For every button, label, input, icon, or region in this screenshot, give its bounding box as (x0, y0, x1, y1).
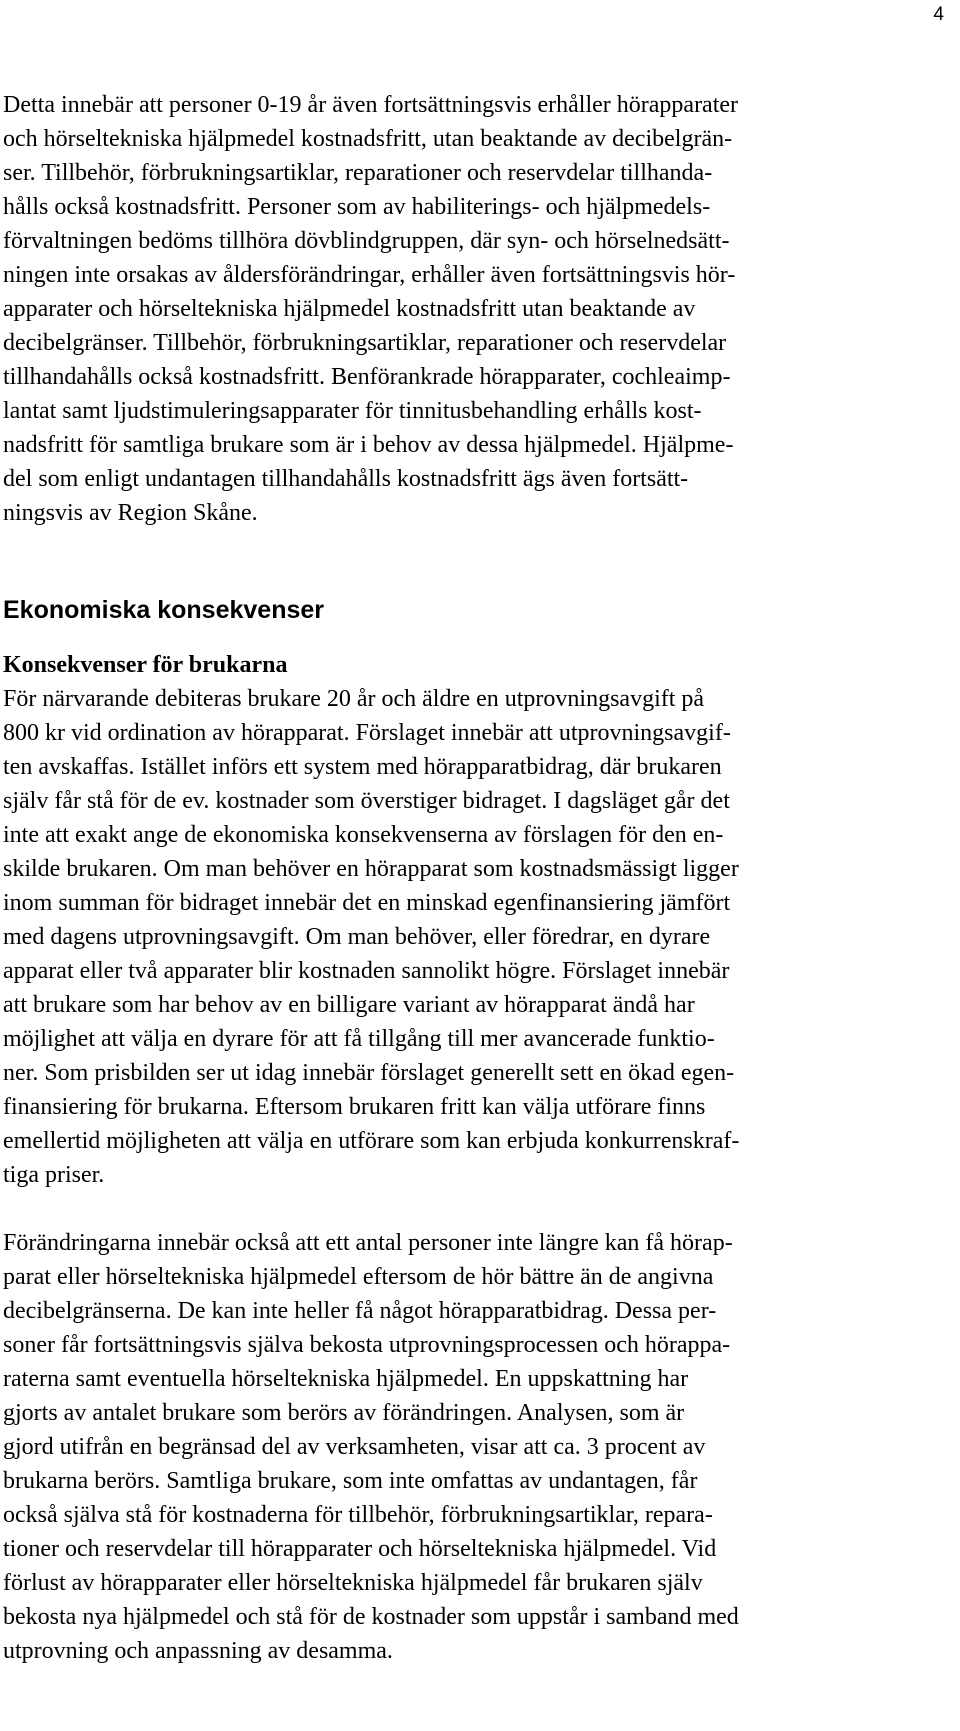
page-number: 4 (933, 4, 944, 25)
sub-heading: Konsekvenser för brukarna (3, 652, 288, 678)
paragraph-costs: För närvarande debiteras brukare 20 år och äldre en utprovningsavgift på 800 kr vid ordination av hörapparat. Förslaget innebär att utprovningsavgif- ten avskaffas. Istället införs ett system med hörapparatbidrag, där brukaren själv får stå för de ev. kostnader som överstiger bidraget. I dagsläget går det inte att exakt ange de ekonomiska konsekvenserna av förslagen för den en- skilde brukaren. Om man behöver en hörapparat som kostnadsmässigt ligger inom summan för bidraget innebär det en minskad egenfinansiering jämfört med dagens utprovningsavgift. Om man behöver, eller föredrar, en dyrare apparat eller två apparater blir kostnaden sannolikt högre. Förslaget innebär att brukare som har behov av en billigare variant av hörapparat ändå har möjlighet att välja en dyrare för att få tillgång till mer avancerade funktio- ner. Som prisbilden ser ut idag innebär förslaget generellt sett en ökad egen- finansiering för brukarna. Eftersom brukaren fritt kan välja utförare finns emellertid möjligheten att välja en utförare som kan erbjuda konkurrenskraf- tiga priser. (3, 686, 740, 1188)
section-heading: Ekonomiska konsekvenser (3, 596, 324, 624)
intro-paragraph: Detta innebär att personer 0-19 år även fortsättningsvis erhåller hörapparater och hörseltekniska hjälpmedel kostnadsfritt, utan beaktande av decibelgrän- ser. Tillbehör, förbrukningsartiklar, reparationer och reservdelar tillhanda- hålls också kostnadsfritt. Personer som av habiliterings- och hjälpmedels- förvaltningen bedöms tillhöra dövblindgruppen, där syn- och hörselnedsätt- ningen inte orsakas av åldersförändringar, erhåller även fortsättningsvis hör- apparater och hörseltekniska hjälpmedel kostnadsfritt utan beaktande av decibelgränser. Tillbehör, förbrukningsartiklar, reparationer och reservdelar tillhandahålls också kostnadsfritt. Benförankrade hörapparater, cochleaimp- lantat samt ljudstimuleringsapparater för tinnitusbehandling erhålls kost- nadsfritt för samtliga brukare som är i behov av dessa hjälpmedel. Hjälpme- del som enligt undantagen tillhandahålls kostnadsfritt ägs även fortsätt- ningsvis av Region Skåne. (3, 92, 739, 526)
document-body (3, 88, 903, 1668)
paragraph-changes: Förändringarna innebär också att ett antal personer inte längre kan få hörap- parat eller hörseltekniska hjälpmedel eftersom de hör bättre än de angivna decibelgränserna. De kan inte heller få något hörapparatbidrag. Dessa per- soner får fortsättningsvis själva bekosta utprovningsprocessen och hörappa- raterna samt eventuella hörseltekniska hjälpmedel. En uppskattning har gjorts av antalet brukare som berörs av förändringen. Analysen, som är gjord utifrån en begränsad del av verksamheten, visar att ca. 3 procent av brukarna berörs. Samtliga brukare, som inte omfattas av undantagen, får också själva stå för kostnaderna för tillbehör, förbrukningsartiklar, repara- tioner och reservdelar till hörapparater och hörseltekniska hjälpmedel. Vid förlust av hörapparater eller hörseltekniska hjälpmedel får brukaren själv bekosta nya hjälpmedel och stå för de kostnader som uppstår i samband med utprovning och anpassning av desamma. (3, 1230, 739, 1664)
